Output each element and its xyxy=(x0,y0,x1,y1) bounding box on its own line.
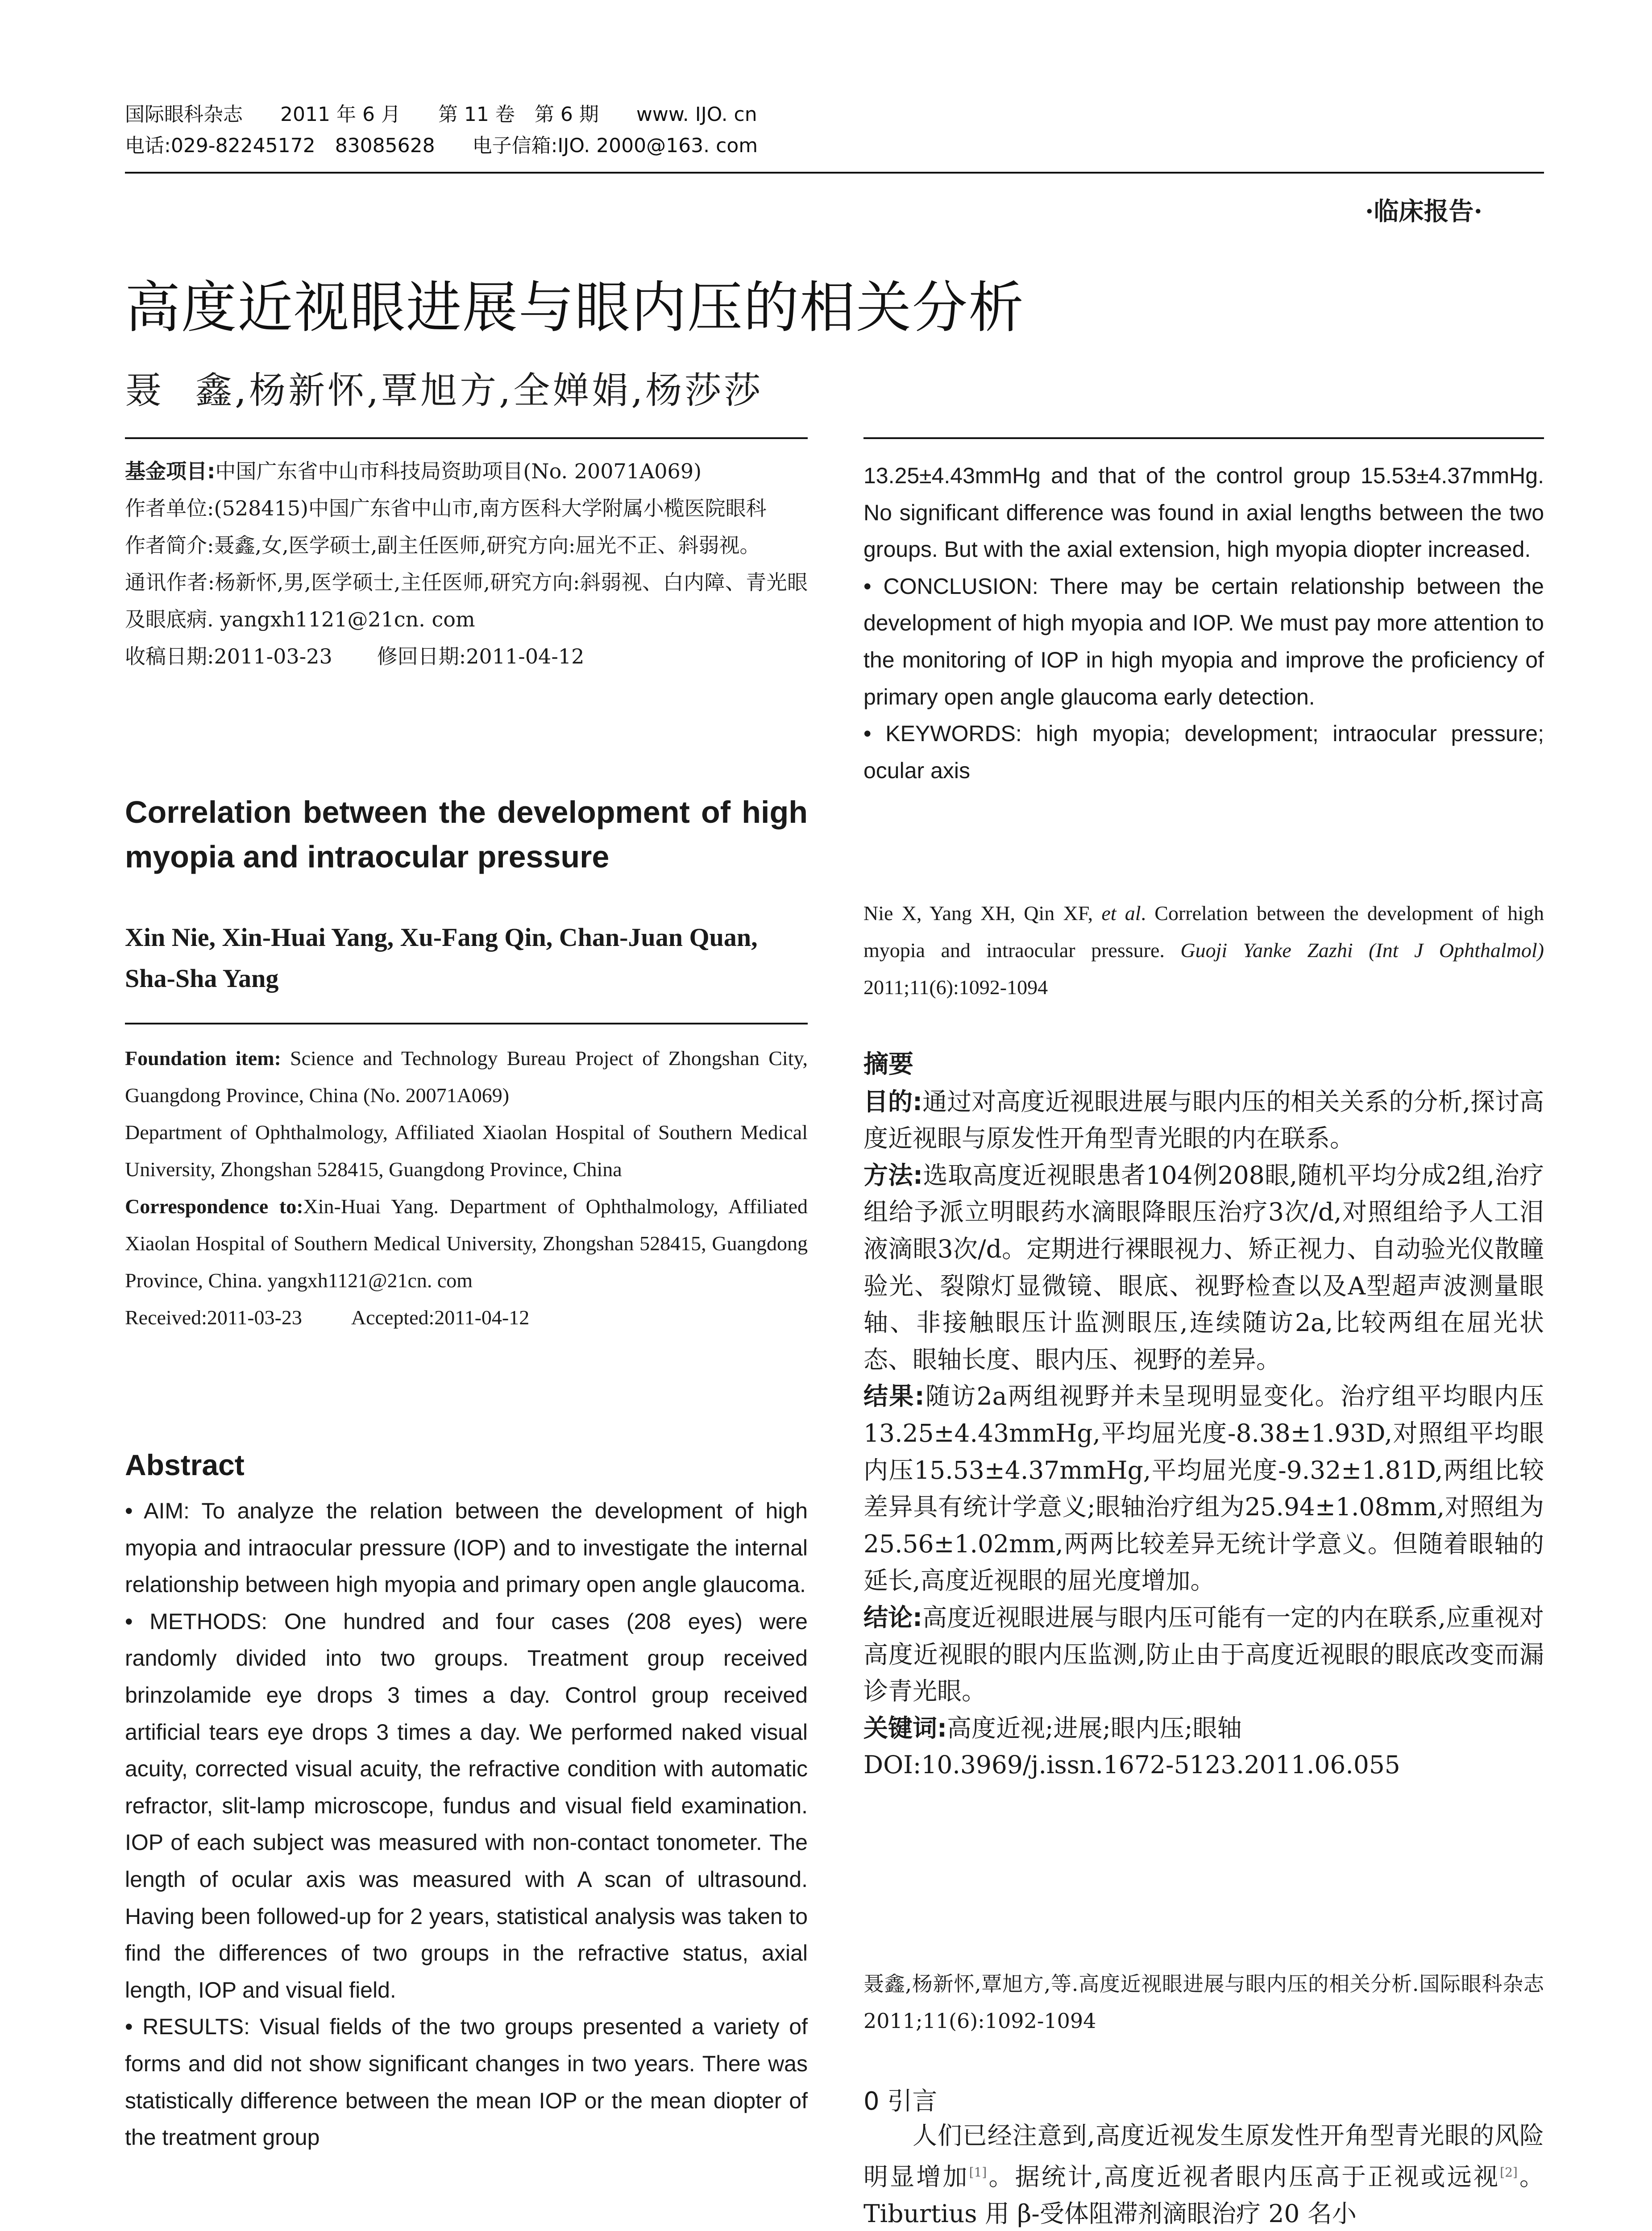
abstract-keywords: • KEYWORDS: high myopia; development; intraocular pressure; ocular axis xyxy=(863,721,1544,783)
department-en: Department of Ophthalmology, Affiliated Xiaolan Hospital of Southern Medical University, Zhongshan 528415, Guangdong Province, China xyxy=(125,1121,808,1181)
abstract-cn-results: 结果:随访2a两组视野并未呈现明显变化。治疗组平均眼内压13.25±4.43mmHg,平均屈光度-8.38±1.93D,对照组平均眼内压15.53±4.37mmHg,平均屈光度-9.32±1.81D,两组比较差异具有统计学意义;眼轴治疗组为25.94±1.08mm,对照组为25.56±1.02mm,两两比较差异无统计学意义。但随着眼轴的延长,高度近视眼的屈光度增加。 xyxy=(863,1382,1544,1595)
affiliation-cn: 作者单位:(528415)中国广东省中山市,南方医科大学附属小榄医院眼科 xyxy=(125,496,767,520)
author-first-char: 聂 xyxy=(125,369,165,412)
abstract-results-cont: 13.25±4.43mmHg and that of the control group 15.53±4.37mmHg. No significant difference was found in axial lengths between the two groups. But with the axial extension, high myopia diopter increased. xyxy=(863,463,1544,562)
header-divider xyxy=(125,172,1544,174)
citation-en: Nie X, Yang XH, Qin XF, et al. Correlation between the development of high myopia and intraocular pressure. Guoji Yanke Zazhi (Int J Ophthalmol) 2011;11(6):1092-1094 xyxy=(863,902,1544,999)
left-column-divider xyxy=(125,437,808,439)
foundation-cn: 基金项目:中国广东省中山市科技局资助项目(No. 20071A069) xyxy=(125,459,702,483)
abstract-aim: • AIM: To analyze the relation between the development of high myopia and intraocular pressure (IOP) and to investigate the internal relationship between high myopia and primary open angle glaucoma. xyxy=(125,1498,808,1597)
correspondence-cn: 通讯作者:杨新怀,男,医学硕士,主任医师,研究方向:斜弱视、白内障、青光眼及眼底病. yangxh1121@21cn. com xyxy=(125,570,808,631)
website-link[interactable]: www. IJO. cn xyxy=(636,103,757,126)
authors-cn xyxy=(125,361,763,414)
abstract-cn-heading: 摘要 xyxy=(863,1050,913,1079)
phone: 电话:029-82245172 83085628 xyxy=(125,134,435,157)
citation-cn: 聂鑫,杨新怀,覃旭方,等.高度近视眼进展与眼内压的相关分析.国际眼科杂志 2011;11(6):1092-1094 xyxy=(863,1972,1544,2033)
reference-marker[interactable]: [2] xyxy=(1500,2165,1518,2180)
meta-en xyxy=(125,1040,808,1336)
doi[interactable]: DOI:10.3969/j.issn.1672-5123.2011.06.055 xyxy=(863,1750,1400,1779)
abstract-conclusion: • CONCLUSION: There may be certain relationship between the development of high myopia and IOP. We must pay more attention to the monitoring of IOP in high myopia and improve the proficiency of primary open angle glaucoma early detection. xyxy=(863,573,1544,709)
title-en: Correlation between the development of high myopia and intraocular pressure xyxy=(125,795,808,874)
intro-paragraph: 人们已经注意到,高度近视发生原发性开角型青光眼的风险明显增加[1]。据统计,高度近视者眼内压高于正视或远视[2]。Tiburtius 用 β-受体阻滞剂滴眼治疗 20 名小 xyxy=(863,2121,1544,2228)
abstract-methods: • METHODS: One hundred and four cases (208 eyes) were randomly divided into two groups. Treatment group received brinzolamide eye drops 3 times a day. Control group received artificial tears eye drops 3 times a day. We performed naked visual acuity, corrected visual acuity, the refractive condition with automatic refractor, slit-lamp microscope, fundus and visual field examination. IOP of each subject was measured with non-contact tonometer. The length of ocular axis was measured with A scan of ultrasound. Having been followed-up for 2 years, statistical analysis was taken to find the differences of two groups in the refractive status, axial length, IOP and visual field. xyxy=(125,1609,808,2003)
abstract-cn-aim: 目的:通过对高度近视眼进展与眼内压的相关关系的分析,探讨高度近视眼与原发性开角型青光眼的内在联系。 xyxy=(863,1087,1544,1153)
page-title: 高度近视眼进展与眼内压的相关分析 xyxy=(125,276,1025,340)
intro-heading: 0 引言 xyxy=(863,2087,938,2116)
authors-en: Xin Nie, Xin-Huai Yang, Xu-Fang Qin, Chan-Juan Quan, Sha-Sha Yang xyxy=(125,923,758,993)
header-row-1 xyxy=(125,99,1544,130)
abstract-heading: Abstract xyxy=(125,1448,245,1481)
section-tag: ·临床报告· xyxy=(1365,197,1482,226)
journal-header xyxy=(125,99,1544,162)
foundation-en: Foundation item: Science and Technology Bureau Project of Zhongshan City, Guangdong Province, China (No. 20071A069) xyxy=(125,1047,808,1107)
bio-cn: 作者简介:聂鑫,女,医学硕士,副主任医师,研究方向:屈光不正、斜弱视。 xyxy=(125,533,760,557)
issue: 第 6 期 xyxy=(534,103,599,126)
abstract-cn-conclusion: 结论:高度近视眼进展与眼内压可能有一定的内在联系,应重视对高度近视眼的眼内压监测,防止由于高度近视眼的眼底改变而漏诊青光眼。 xyxy=(863,1603,1544,1706)
abstract-cn xyxy=(863,1046,1544,1783)
abstract-results: • RESULTS: Visual fields of the two groups presented a variety of forms and did not show significant changes in two years. There was statistically difference between the mean IOP or the mean diopter of the treatment group xyxy=(125,2014,808,2150)
correspondence-en: Correspondence to:Xin-Huai Yang. Department of Ophthalmology, Affiliated Xiaolan Hospital of Southern Medical University, Zhongshan 528415, Guangdong Province, China. yangxh1121@21cn. com xyxy=(125,1195,808,1292)
journal-name: 国际眼科杂志 xyxy=(125,103,243,126)
volume: 第 11 卷 xyxy=(438,103,515,126)
authors-divider xyxy=(125,1023,808,1024)
reference-marker[interactable]: [1] xyxy=(969,2165,987,2180)
header-row-2 xyxy=(125,130,1544,162)
authors-cn-rest: 鑫,杨新怀,覃旭方,全婵娟,杨莎莎 xyxy=(195,369,764,412)
meta-cn xyxy=(125,453,808,675)
email-link[interactable]: 电子信箱:IJO. 2000@163. com xyxy=(472,134,758,157)
right-column-divider xyxy=(863,437,1544,439)
abstract-cn-methods: 方法:选取高度近视眼患者104例208眼,随机平均分成2组,治疗组给予派立明眼药水滴眼降眼压治疗3次/d,对照组给予人工泪液滴眼3次/d。定期进行裸眼视力、矫正视力、自动验光仪散瞳验光、裂隙灯显微镜、眼底、视野检查以及A型超声波测量眼轴、非接触眼压计监测眼压,连续随访2a,比较两组在屈光状态、眼轴长度、眼内压、视野的差异。 xyxy=(863,1161,1544,1374)
issue-date: 2011 年 6 月 xyxy=(280,103,401,126)
dates-en: Received:2011-03-23 Accepted:2011-04-12 xyxy=(125,1306,530,1329)
abstract-en-left xyxy=(125,1493,808,2156)
dates-cn: 收稿日期:2011-03-23 修回日期:2011-04-12 xyxy=(125,644,585,668)
abstract-cn-keywords: 关键词:高度近视;进展;眼内压;眼轴 xyxy=(863,1713,1242,1742)
abstract-en-right xyxy=(863,457,1544,789)
